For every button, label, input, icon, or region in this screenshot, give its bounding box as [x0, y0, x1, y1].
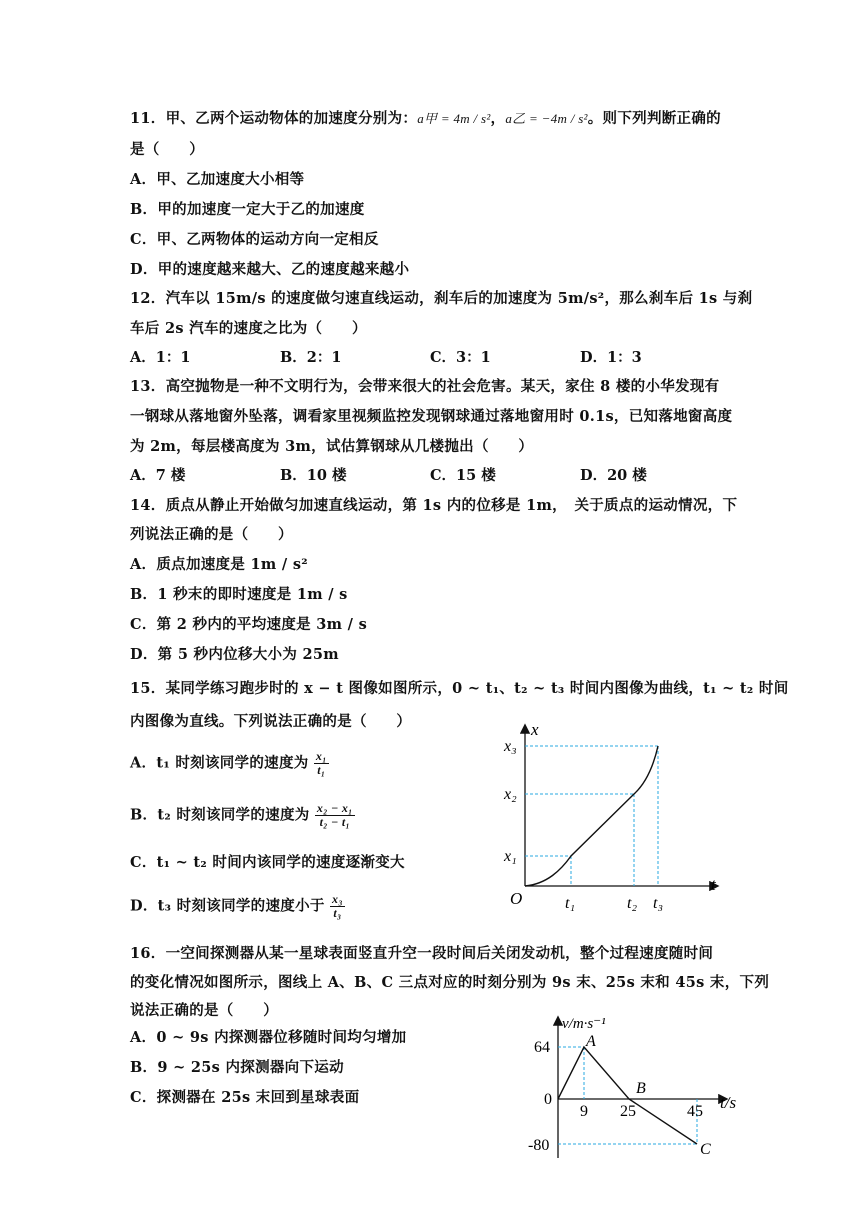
- q15-option-a: A．t₁ 时刻该同学的速度为 $\frac{\text{x₁}}{\text{t₁}}$: [130, 749, 327, 777]
- q16-point-c: C: [700, 1141, 711, 1158]
- q15-t-axis-label: t: [711, 875, 716, 894]
- q11-option-a: A．甲、乙加速度大小相等: [130, 171, 305, 188]
- q15-tick-t1: t₁: [565, 895, 576, 912]
- q14-option-b: B．1 秒末的即时速度是 1m / s: [130, 586, 348, 603]
- q13-stem-3: 为 2m，每层楼高度为 3m，试估算钢球从几楼抛出（ ）: [130, 438, 534, 455]
- q15-stem: 15．某同学练习跑步时的 x − t 图像如图所示，0 ~ t₁、t₂ ~ t₃ 时间内图像为曲线，t₁ ~ t₂ 时间: [130, 680, 789, 697]
- q12-option-d: D．1：3: [580, 349, 642, 366]
- q12-stem-2: 车后 2s 汽车的速度之比为（ ）: [130, 320, 367, 337]
- q13-stem: 13．高空抛物是一种不文明行为，会带来很大的社会危害。某天，家住 8 楼的小华发现有: [130, 378, 720, 395]
- q15-a-fraction: $\frac{\text{x₁}}{\text{t₁}}$: [315, 749, 327, 777]
- q13-option-a: A．7 楼: [130, 467, 186, 484]
- q13-option-c: C．15 楼: [430, 467, 496, 484]
- q14-option-d: D．第 5 秒内位移大小为 25m: [130, 646, 339, 663]
- q11-option-d: D．甲的速度越来越大、乙的速度越来越小: [130, 261, 410, 278]
- q13-stem-2: 一钢球从落地窗外坠落，调看家里视频监控发现钢球通过落地窗用时 0.1s，已知落地窗高度: [130, 408, 733, 425]
- q16-tick-45: 45: [687, 1103, 703, 1120]
- q14-stem-2: 列说法正确的是（ ）: [130, 526, 293, 543]
- q15-d-fraction: $\frac{\text{x₃}}{\text{t₃}}$: [332, 892, 343, 920]
- q11-a-yi: a乙 = −4m / s²: [505, 111, 588, 126]
- q16-vt-line: [558, 1047, 697, 1144]
- q15-option-d: D．t₃ 时刻该同学的速度小于 $\frac{\text{x₃}}{\text{t₃}}$: [130, 892, 343, 920]
- q11-stem-2: 是（ ）: [130, 141, 204, 158]
- q14-option-c: C．第 2 秒内的平均速度是 3m / s: [130, 616, 368, 633]
- q15-stem-2: 内图像为直线。下列说法正确的是（ ）: [130, 713, 412, 730]
- q16-option-c: C．探测器在 25s 末回到星球表面: [130, 1089, 360, 1106]
- q11-option-c: C．甲、乙两物体的运动方向一定相反: [130, 231, 379, 248]
- q13-option-d: D．20 楼: [580, 467, 647, 484]
- q11-a-jia: a甲 = 4m / s²: [417, 111, 491, 126]
- q16-stem: 16．一空间探测器从某一星球表面竖直升空一段时间后关闭发动机，整个过程速度随时间: [130, 945, 714, 962]
- q16-tick-9: 9: [580, 1103, 588, 1120]
- q16-stem-3: 说法正确的是（ ）: [130, 1002, 278, 1019]
- q15-option-b: B．t₂ 时刻该同学的速度为 $\frac{\text{x₂ − x₁}}{\text{t₂ − t₁}}$: [130, 801, 353, 829]
- q16-point-a: A: [586, 1033, 596, 1050]
- q15-tick-x2: x₂: [504, 786, 517, 803]
- q15-x-axis-label: x: [531, 720, 539, 739]
- q15-tick-x1: x₁: [504, 848, 517, 865]
- q16-option-b: B．9 ~ 25s 内探测器向下运动: [130, 1059, 344, 1076]
- q12-option-c: C．3：1: [430, 349, 491, 366]
- q16-vt-graph: [524, 1012, 754, 1216]
- q11-stem: 11．甲、乙两个运动物体的加速度分别为：a甲 = 4m / s²，a乙 = −4m / s²。则下列判断正确的: [130, 110, 721, 127]
- q16-tick-25: 25: [620, 1103, 636, 1120]
- q16-origin-label: 0: [544, 1091, 552, 1108]
- q16-v-axis-label: v/m·s⁻¹: [562, 1016, 606, 1032]
- q16-t-axis-label: t/s: [720, 1093, 737, 1112]
- q15-origin-label: O: [510, 889, 523, 908]
- q15-xt-curve: [525, 746, 658, 886]
- q15-xt-graph: [495, 718, 735, 918]
- q11-option-b: B．甲的加速度一定大于乙的加速度: [130, 201, 365, 218]
- q15-tick-t3: t₃: [653, 895, 664, 912]
- q13-option-b: B．10 楼: [280, 467, 347, 484]
- q16-tick-64: 64: [534, 1039, 550, 1056]
- q12-option-b: B．2：1: [280, 349, 342, 366]
- q12-option-a: A．1：1: [130, 349, 191, 366]
- q14-option-a: A．质点加速度是 1m / s²: [130, 556, 308, 573]
- q15-b-fraction: $\frac{\text{x₂ − x₁}}{\text{t₂ − t₁}}$: [316, 801, 353, 829]
- q15-tick-x3: x₃: [504, 738, 517, 755]
- q16-stem-2: 的变化情况如图所示，图线上 A、B、C 三点对应的时刻分别为 9s 末、25s 末和 45s 末，下列: [130, 974, 770, 991]
- q15-option-c: C．t₁ ~ t₂ 时间内该同学的速度逐渐变大: [130, 854, 405, 871]
- q14-stem: 14．质点从静止开始做匀加速直线运动，第 1s 内的位移是 1m， 关于质点的运动情况，下: [130, 497, 738, 514]
- q16-tick-minus80: -80: [528, 1137, 550, 1154]
- q15-tick-t2: t₂: [627, 895, 638, 912]
- q12-stem: 12．汽车以 15m/s 的速度做匀速直线运动，刹车后的加速度为 5m/s²，那么刹车后 1s 与刹: [130, 290, 753, 307]
- q16-option-a: A．0 ~ 9s 内探测器位移随时间均匀增加: [130, 1029, 407, 1046]
- q16-point-b: B: [636, 1080, 646, 1097]
